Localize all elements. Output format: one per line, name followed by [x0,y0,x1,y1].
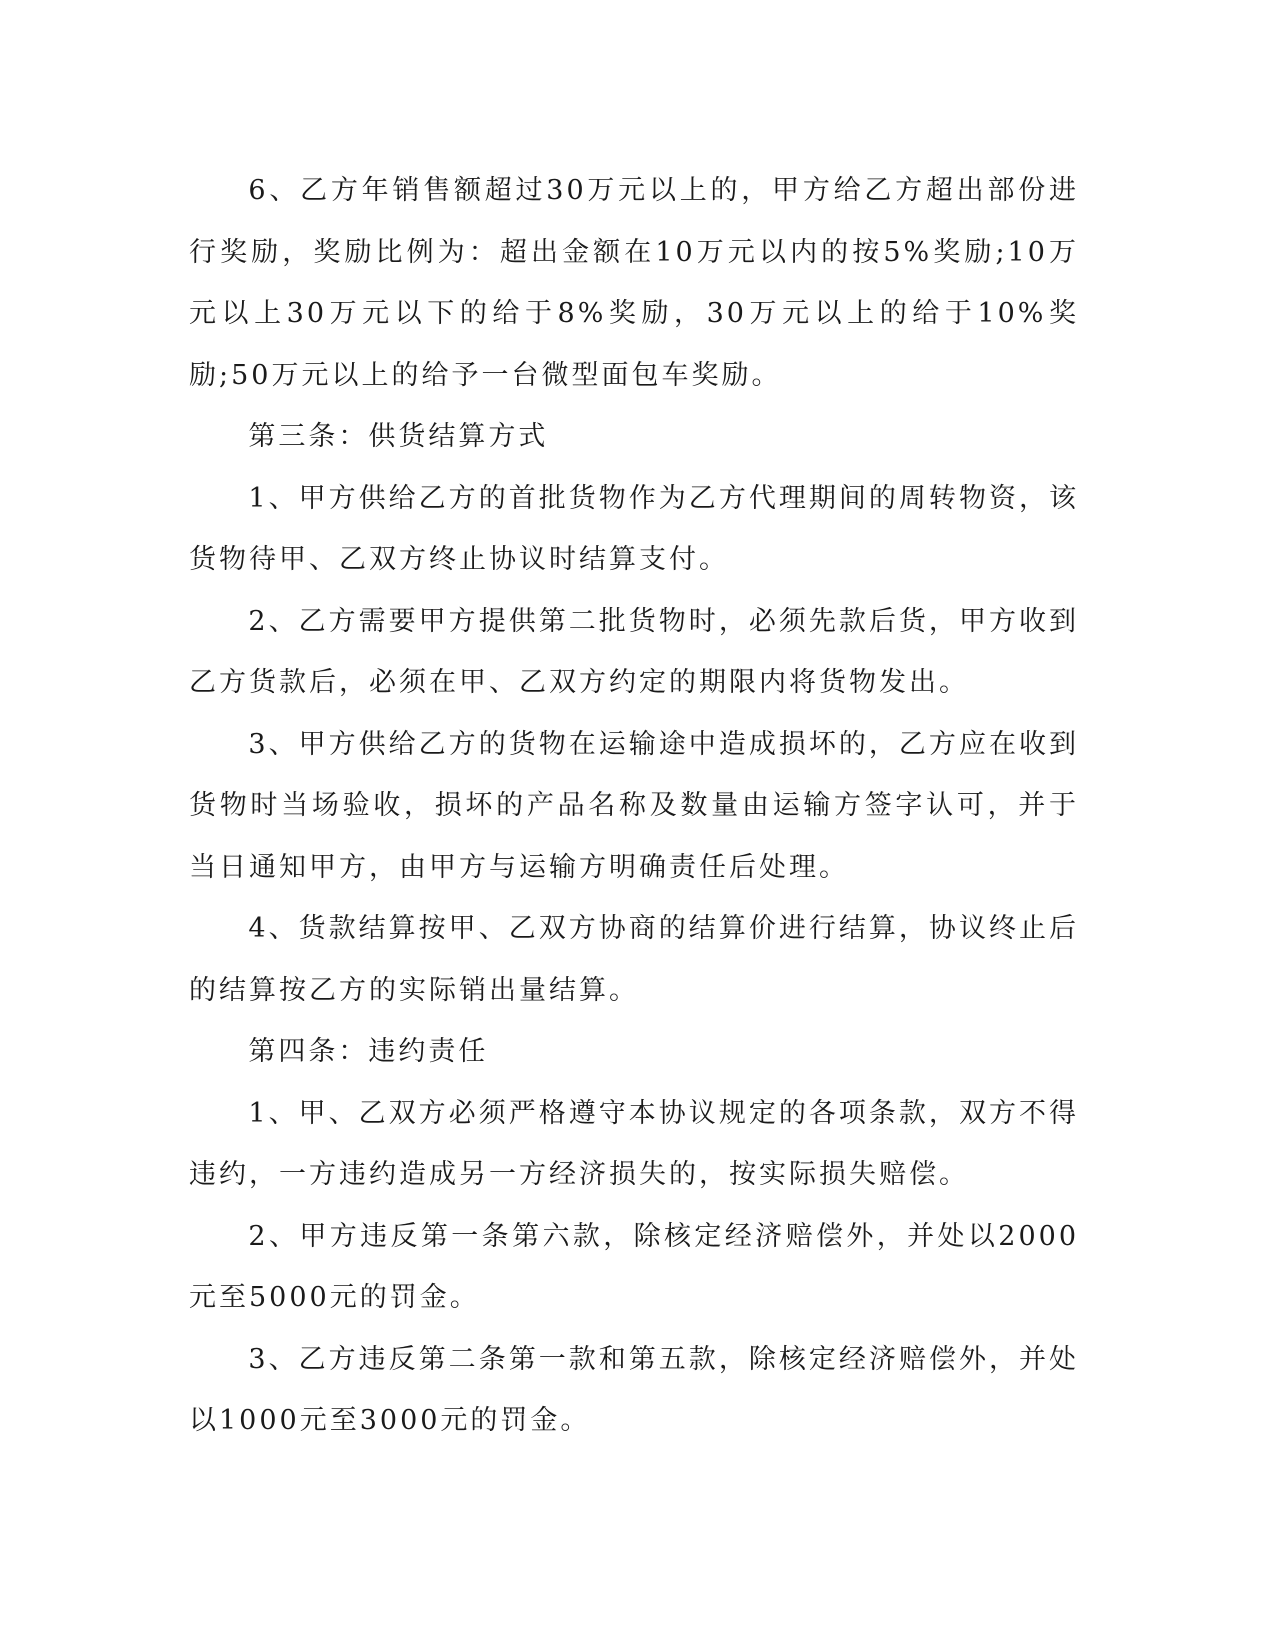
paragraph-article-4-item-2: 2、甲方违反第一条第六款，除核定经济赔偿外，并处以2000元至5000元的罚金。 [189,1220,1079,1313]
paragraph-article-3-item-1: 1、甲方供给乙方的首批货物作为乙方代理期间的周转物资，该货物待甲、乙双方终止协议时结算支付。 [189,482,1079,575]
paragraph-article-3-item-3: 3、甲方供给乙方的货物在运输途中造成损坏的，乙方应在收到货物时当场验收，损坏的产品名称及数量由运输方签字认可，并于当日通知甲方，由甲方与运输方明确责任后处理。 [189,728,1079,883]
document-body [189,160,1079,1452]
paragraph-reward-clause-6: 6、乙方年销售额超过30万元以上的，甲方给乙方超出部份进行奖励，奖励比例为：超出金额在10万元以内的按5%奖励;10万元以上30万元以下的给于8%奖励，30万元以上的给于10%奖励;50万元以上的给予一台微型面包车奖励。 [189,175,1079,391]
paragraph-article-4-item-3: 3、乙方违反第二条第一款和第五款，除核定经济赔偿外，并处以1000元至3000元的罚金。 [189,1343,1079,1436]
heading-article-4: 第四条：违约责任 [248,1036,489,1067]
paragraph-article-3-item-4: 4、货款结算按甲、乙双方协商的结算价进行结算，协议终止后的结算按乙方的实际销出量结算。 [189,913,1079,1006]
paragraph-article-4-item-1: 1、甲、乙双方必须严格遵守本协议规定的各项条款，双方不得违约，一方违约造成另一方经济损失的，按实际损失赔偿。 [189,1097,1079,1190]
heading-article-3: 第三条：供货结算方式 [248,421,549,452]
paragraph-article-3-item-2: 2、乙方需要甲方提供第二批货物时，必须先款后货，甲方收到乙方货款后，必须在甲、乙双方约定的期限内将货物发出。 [189,605,1079,698]
